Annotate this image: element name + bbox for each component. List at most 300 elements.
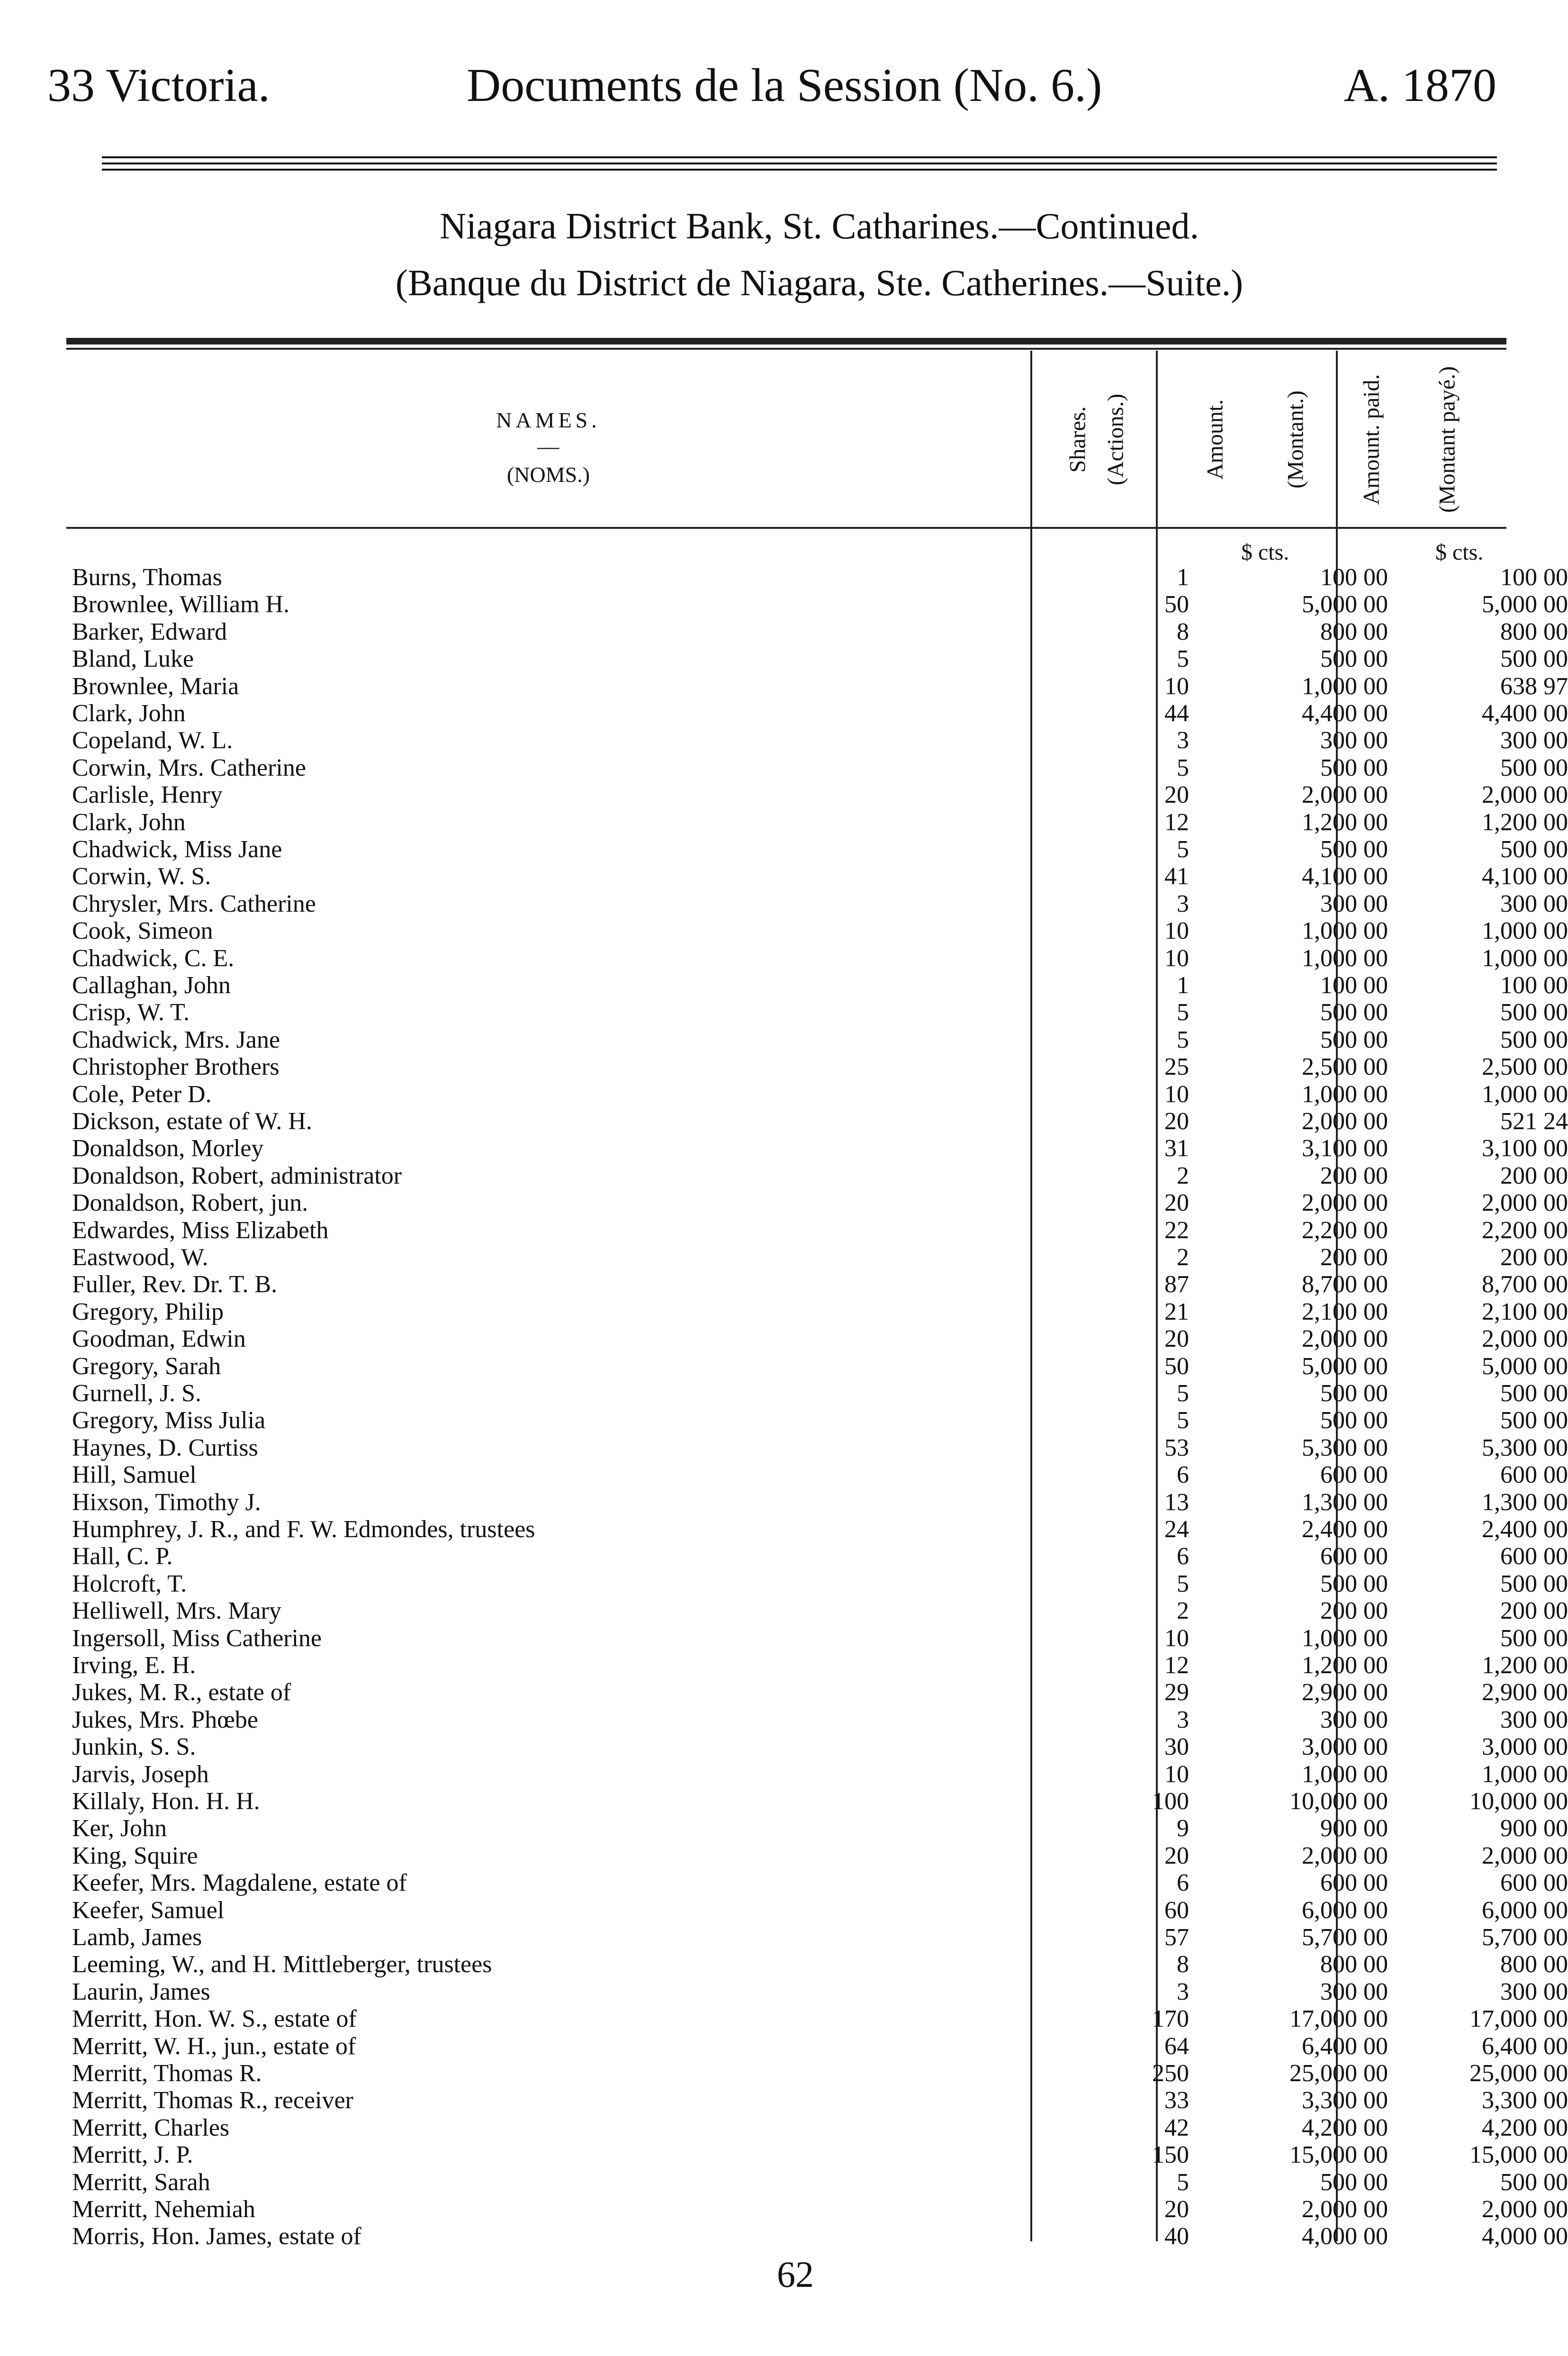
amount-paid-cell: 2,000 00 <box>1482 781 1568 809</box>
amount-cell: 3,000 00 <box>1302 1733 1388 1761</box>
amount-cell: 5,700 00 <box>1302 1924 1388 1951</box>
amount-paid-cell: 500 00 <box>1500 1624 1568 1652</box>
table-row <box>66 1869 1568 1897</box>
table-row <box>66 781 1568 809</box>
shares-cell: 3 <box>1177 1978 1189 2005</box>
shares-cell: 10 <box>1164 1080 1189 1108</box>
amount-paid-cell: 1,000 00 <box>1482 1760 1568 1788</box>
shareholder-name-cell <box>72 2196 1019 2223</box>
amount-cell: 500 00 <box>1320 1407 1388 1434</box>
shareholder-name: Merritt, W. H., jun., estate of <box>72 2033 359 2060</box>
amount-paid-cell: 1,200 00 <box>1482 808 1568 836</box>
leader-dots <box>72 1833 1019 1835</box>
leader-dots <box>72 1398 1019 1400</box>
amount-paid-cell: 5,300 00 <box>1482 1434 1568 1461</box>
shareholder-name: King, Squire <box>72 1842 201 1869</box>
shareholder-name-cell <box>72 917 1019 944</box>
amount-paid-cell: 2,000 00 <box>1482 1325 1568 1353</box>
shareholder-name: Eastwood, W. <box>72 1244 211 1271</box>
header-shares: Shares. <box>1065 406 1090 473</box>
shareholder-name-cell <box>72 1298 1019 1325</box>
shareholder-name: Donaldson, Robert, administrator <box>72 1162 405 1189</box>
shareholder-name: Merritt, Hon. W. S., estate of <box>72 2005 360 2032</box>
shares-cell: 29 <box>1164 1679 1189 1706</box>
shareholder-name-cell <box>72 1978 1019 2005</box>
amount-cell: 1,000 00 <box>1302 1624 1388 1652</box>
table-row <box>66 1488 1568 1516</box>
header-amount: Amount. <box>1202 399 1228 480</box>
shareholder-name: Corwin, W. S. <box>72 863 214 890</box>
amount-paid-cell: 200 00 <box>1500 1597 1568 1625</box>
shareholder-name: Gregory, Miss Julia <box>72 1407 268 1434</box>
shareholder-name-cell <box>72 700 1019 727</box>
shareholder-name: Jukes, Mrs. Phœbe <box>72 1706 261 1733</box>
shareholder-name-cell <box>72 1081 1019 1108</box>
shareholder-name-cell <box>72 1353 1019 1380</box>
shareholder-name-cell <box>72 890 1019 917</box>
shareholder-name: Merritt, Nehemiah <box>72 2196 258 2223</box>
amount-cell: 4,100 00 <box>1302 863 1388 890</box>
table-row <box>66 2141 1568 2169</box>
amount-paid-cell: 2,000 00 <box>1482 1189 1568 1217</box>
shares-cell: 150 <box>1152 2141 1189 2169</box>
shareholder-name-cell <box>72 1244 1019 1271</box>
table-row <box>66 1570 1568 1597</box>
shareholder-name: Goodman, Edwin <box>72 1325 249 1352</box>
shareholder-name: Donaldson, Morley <box>72 1135 266 1162</box>
header-names: NAMES. <box>496 408 601 432</box>
amount-cell: 1,000 00 <box>1302 1760 1388 1788</box>
amount-paid-cell: 500 00 <box>1500 1570 1568 1597</box>
shareholder-name: Clark, John <box>72 809 189 836</box>
amount-paid-cell: 4,000 00 <box>1482 2223 1568 2250</box>
shareholder-name-cell <box>72 564 1019 591</box>
amount-cell: 4,000 00 <box>1302 2223 1388 2250</box>
shareholder-name: Gregory, Sarah <box>72 1353 224 1380</box>
table-row <box>66 999 1568 1026</box>
amount-paid-cell: 2,400 00 <box>1482 1516 1568 1543</box>
leader-dots <box>72 1942 1019 1944</box>
shareholder-name-cell <box>72 2169 1019 2196</box>
shareholder-name-cell <box>72 863 1019 890</box>
shareholder-name: Brownlee, Maria <box>72 673 242 700</box>
table-row <box>66 1026 1568 1053</box>
shareholder-name: Burns, Thomas <box>72 564 225 591</box>
shares-cell: 5 <box>1177 836 1189 863</box>
shares-cell: 10 <box>1164 672 1189 700</box>
amount-cell: 2,000 00 <box>1302 1325 1388 1353</box>
amount-paid-cell: 500 00 <box>1500 836 1568 863</box>
shareholder-name: Callaghan, John <box>72 972 234 999</box>
shareholder-name-cell <box>72 1407 1019 1434</box>
shareholder-name-cell <box>72 1761 1019 1788</box>
shareholder-name-cell <box>72 2223 1019 2250</box>
shares-cell: 3 <box>1177 1706 1189 1733</box>
amount-cell: 5,000 00 <box>1302 1352 1388 1380</box>
table-row <box>66 1108 1568 1135</box>
table-row <box>66 1978 1568 2005</box>
shares-cell: 13 <box>1164 1488 1189 1516</box>
shares-cell: 21 <box>1164 1298 1189 1325</box>
shareholder-name-cell <box>72 1516 1019 1543</box>
shareholder-name: Edwardes, Miss Elizabeth <box>72 1217 332 1244</box>
table-row <box>66 1652 1568 1679</box>
table-row <box>66 618 1568 645</box>
shareholder-name-cell <box>72 591 1019 618</box>
shares-cell: 5 <box>1177 1407 1189 1434</box>
amount-cell: 4,200 00 <box>1302 2114 1388 2141</box>
unit-paid: $ cts. <box>1435 540 1484 565</box>
amount-paid-cell: 100 00 <box>1500 564 1568 591</box>
amount-cell: 25,000 00 <box>1289 2060 1388 2087</box>
header-names-fr: (NOMS.) <box>506 462 590 487</box>
amount-cell: 1,000 00 <box>1302 917 1388 945</box>
amount-paid-cell: 3,100 00 <box>1482 1135 1568 1162</box>
shareholder-name-cell <box>72 1733 1019 1760</box>
shareholder-name-cell <box>72 809 1019 836</box>
table-row <box>66 564 1568 591</box>
leader-dots <box>72 1262 1019 1264</box>
shares-cell: 8 <box>1177 1951 1189 1978</box>
shares-cell: 20 <box>1164 1842 1189 1869</box>
table-row <box>66 727 1568 754</box>
shareholder-name: Crisp, W. T. <box>72 999 192 1026</box>
shareholder-name: Dickson, estate of W. H. <box>72 1108 315 1135</box>
shares-cell: 20 <box>1164 1189 1189 1217</box>
shareholder-name-cell <box>72 1815 1019 1842</box>
shares-cell: 5 <box>1177 1026 1189 1053</box>
shareholder-name-cell <box>72 618 1019 645</box>
leader-dots <box>72 1670 1019 1672</box>
amount-paid-cell: 600 00 <box>1500 1543 1568 1570</box>
table-row <box>66 917 1568 945</box>
shareholder-name: Jarvis, Joseph <box>72 1761 212 1788</box>
shareholder-name: Copeland, W. L. <box>72 727 235 754</box>
shareholder-name: Merritt, J. P. <box>72 2141 196 2168</box>
amount-cell: 3,100 00 <box>1302 1135 1388 1162</box>
amount-paid-cell: 4,200 00 <box>1482 2114 1568 2141</box>
table-row <box>66 1516 1568 1543</box>
amount-paid-cell: 4,400 00 <box>1482 700 1568 727</box>
shareholder-name: Hill, Samuel <box>72 1461 199 1488</box>
amount-cell: 100 00 <box>1320 564 1388 591</box>
table-row <box>66 1271 1568 1298</box>
table-row <box>66 2060 1568 2087</box>
table-row <box>66 2223 1568 2250</box>
running-head-right: A. 1870 <box>1343 59 1496 111</box>
amount-cell: 300 00 <box>1320 890 1388 917</box>
shareholder-name: Cole, Peter D. <box>72 1081 215 1108</box>
shareholder-name-cell <box>72 1489 1019 1516</box>
amount-cell: 1,200 00 <box>1302 1652 1388 1679</box>
shareholder-name: Corwin, Mrs. Catherine <box>72 754 309 781</box>
amount-paid-cell: 2,100 00 <box>1482 1298 1568 1325</box>
table-row <box>66 863 1568 890</box>
table-row <box>66 1924 1568 1951</box>
amount-paid-cell: 8,700 00 <box>1482 1271 1568 1298</box>
amount-cell: 2,000 00 <box>1302 1189 1388 1217</box>
table-row <box>66 1706 1568 1733</box>
table-row <box>66 1788 1568 1815</box>
shareholder-name-cell <box>72 1461 1019 1488</box>
amount-cell: 500 00 <box>1320 836 1388 863</box>
shareholder-name: Leeming, W., and H. Mittleberger, trustees <box>72 1951 495 1978</box>
shares-cell: 25 <box>1164 1053 1189 1081</box>
amount-cell: 1,000 00 <box>1302 672 1388 700</box>
table-row <box>66 1162 1568 1189</box>
amount-paid-cell: 800 00 <box>1500 618 1568 645</box>
shareholder-name-cell <box>72 645 1019 672</box>
amount-cell: 1,000 00 <box>1302 944 1388 972</box>
table-row <box>66 1189 1568 1217</box>
shareholder-name: Gregory, Philip <box>72 1298 226 1325</box>
shareholder-name-cell <box>72 1788 1019 1815</box>
leader-dots <box>72 1589 1019 1591</box>
table-row <box>66 1053 1568 1081</box>
amount-paid-cell: 2,500 00 <box>1482 1053 1568 1081</box>
amount-cell: 600 00 <box>1320 1869 1388 1897</box>
shareholder-name: Donaldson, Robert, jun. <box>72 1189 311 1216</box>
amount-paid-cell: 2,000 00 <box>1482 1842 1568 1869</box>
shareholder-name-cell <box>72 1217 1019 1244</box>
shareholder-name-cell <box>72 1271 1019 1298</box>
shareholder-name-cell <box>72 754 1019 781</box>
table-row <box>66 1244 1568 1271</box>
shareholder-name-cell <box>72 945 1019 972</box>
table-row <box>66 2032 1568 2060</box>
shareholder-name-cell <box>72 2114 1019 2141</box>
table-row <box>66 1815 1568 1842</box>
shares-cell: 6 <box>1177 1461 1189 1489</box>
shares-cell: 10 <box>1164 917 1189 945</box>
table-row <box>66 1216 1568 1244</box>
shares-cell: 9 <box>1177 1815 1189 1842</box>
table-row <box>66 2087 1568 2114</box>
shareholder-name: Gurnell, J. S. <box>72 1380 204 1407</box>
shares-cell: 60 <box>1164 1896 1189 1924</box>
amount-cell: 5,000 00 <box>1302 591 1388 618</box>
amount-cell: 5,300 00 <box>1302 1434 1388 1461</box>
shares-cell: 3 <box>1177 727 1189 754</box>
table-row <box>66 1624 1568 1652</box>
shares-cell: 57 <box>1164 1924 1189 1951</box>
shares-cell: 5 <box>1177 2168 1189 2196</box>
amount-cell: 2,000 00 <box>1302 2196 1388 2223</box>
leader-dots <box>72 1480 1019 1482</box>
header-amount-fr: (Montant.) <box>1283 390 1308 489</box>
shares-cell: 2 <box>1177 1162 1189 1189</box>
amount-paid-cell: 25,000 00 <box>1469 2060 1568 2087</box>
amount-paid-cell: 500 00 <box>1500 999 1568 1026</box>
amount-paid-cell: 500 00 <box>1500 1380 1568 1407</box>
amount-cell: 100 00 <box>1320 972 1388 999</box>
shareholder-name: Cook, Simeon <box>72 917 216 944</box>
shares-cell: 5 <box>1177 1570 1189 1597</box>
amount-paid-cell: 17,000 00 <box>1469 2005 1568 2033</box>
rule-top-2 <box>102 163 1497 164</box>
shareholder-name-cell <box>72 1924 1019 1951</box>
table-row <box>66 1352 1568 1380</box>
shares-cell: 50 <box>1164 591 1189 618</box>
shareholder-name-cell <box>72 1026 1019 1053</box>
shareholder-name: Merritt, Thomas R., receiver <box>72 2087 356 2114</box>
table-row <box>66 808 1568 836</box>
amount-cell: 2,100 00 <box>1302 1298 1388 1325</box>
amount-paid-cell: 6,000 00 <box>1482 1896 1568 1924</box>
shareholder-name-cell <box>72 2087 1019 2114</box>
shareholder-name: Junkin, S. S. <box>72 1733 199 1760</box>
table-row <box>66 2005 1568 2033</box>
amount-paid-cell: 300 00 <box>1500 1978 1568 2005</box>
table-row <box>66 1434 1568 1461</box>
shareholder-name-cell <box>72 1543 1019 1570</box>
shares-cell: 10 <box>1164 1760 1189 1788</box>
shareholder-name: Humphrey, J. R., and F. W. Edmondes, trustees <box>72 1516 538 1543</box>
table-row <box>66 1461 1568 1489</box>
rule-top-3 <box>102 169 1497 171</box>
shares-cell: 1 <box>1177 972 1189 999</box>
leader-dots <box>72 718 1019 720</box>
amount-cell: 200 00 <box>1320 1244 1388 1271</box>
shareholder-name: Ingersoll, Miss Catherine <box>72 1625 324 1652</box>
table-row <box>66 1325 1568 1353</box>
amount-paid-cell: 2,200 00 <box>1482 1216 1568 1244</box>
shares-cell: 30 <box>1164 1733 1189 1761</box>
amount-cell: 15,000 00 <box>1289 2141 1388 2169</box>
table-row <box>66 1951 1568 1978</box>
shares-cell: 6 <box>1177 1869 1189 1897</box>
shareholder-name: Haynes, D. Curtiss <box>72 1434 261 1461</box>
amount-cell: 800 00 <box>1320 1951 1388 1978</box>
amount-paid-cell: 1,000 00 <box>1482 917 1568 945</box>
amount-cell: 500 00 <box>1320 1026 1388 1053</box>
leader-dots <box>72 1997 1019 1999</box>
rule-header-bottom <box>66 527 1506 529</box>
table-row <box>66 645 1568 673</box>
shares-cell: 22 <box>1164 1216 1189 1244</box>
amount-paid-cell: 10,000 00 <box>1469 1788 1568 1815</box>
shareholder-name: Helliwell, Mrs. Mary <box>72 1597 284 1624</box>
amount-cell: 500 00 <box>1320 2168 1388 2196</box>
table-title <box>0 205 1553 246</box>
amount-cell: 2,000 00 <box>1302 781 1388 809</box>
shares-cell: 33 <box>1164 2087 1189 2114</box>
shareholder-name-cell <box>72 1380 1019 1407</box>
shares-cell: 20 <box>1164 1108 1189 1135</box>
amount-cell: 1,000 00 <box>1302 1080 1388 1108</box>
table-row <box>66 2114 1568 2141</box>
shares-cell: 87 <box>1164 1271 1189 1298</box>
table-row <box>66 1543 1568 1570</box>
shareholder-name: Laurin, James <box>72 1978 213 2005</box>
shareholder-name-cell <box>72 999 1019 1026</box>
table-row <box>66 972 1568 999</box>
amount-cell: 2,500 00 <box>1302 1053 1388 1081</box>
amount-paid-cell: 500 00 <box>1500 1407 1568 1434</box>
amount-paid-cell: 900 00 <box>1500 1815 1568 1842</box>
page-number: 62 <box>777 2254 814 2295</box>
shareholder-name: Carlisle, Henry <box>72 781 225 808</box>
shares-cell: 6 <box>1177 1543 1189 1570</box>
shares-cell: 5 <box>1177 1380 1189 1407</box>
shares-cell: 3 <box>1177 890 1189 917</box>
amount-paid-cell: 100 00 <box>1500 972 1568 999</box>
table-row <box>66 1896 1568 1924</box>
shareholder-name: Jukes, M. R., estate of <box>72 1679 294 1706</box>
table-row <box>66 1679 1568 1706</box>
amount-paid-cell: 3,000 00 <box>1482 1733 1568 1761</box>
shareholder-name-cell <box>72 1135 1019 1162</box>
shareholder-name-cell <box>72 1570 1019 1597</box>
amount-paid-cell: 2,900 00 <box>1482 1679 1568 1706</box>
leader-dots <box>72 881 1019 883</box>
shareholder-name: Merritt, Charles <box>72 2114 232 2141</box>
shares-cell: 20 <box>1164 2196 1189 2223</box>
shareholder-name: Brownlee, William H. <box>72 591 292 618</box>
shares-cell: 8 <box>1177 618 1189 645</box>
rule-table-top <box>66 338 1506 344</box>
shareholder-name-cell <box>72 781 1019 808</box>
shareholder-name: Hall, C. P. <box>72 1543 175 1570</box>
shareholder-name: Morris, Hon. James, estate of <box>72 2223 364 2250</box>
shareholder-name-cell <box>72 1162 1019 1189</box>
header-paid-fr: (Montant payé.) <box>1434 366 1460 513</box>
shares-cell: 64 <box>1164 2032 1189 2060</box>
shareholder-name: Chadwick, Mrs. Jane <box>72 1026 283 1053</box>
shares-cell: 170 <box>1152 2005 1189 2033</box>
shares-cell: 100 <box>1152 1788 1189 1815</box>
amount-cell: 17,000 00 <box>1289 2005 1388 2033</box>
amount-cell: 2,000 00 <box>1302 1842 1388 1869</box>
amount-cell: 2,200 00 <box>1302 1216 1388 1244</box>
leader-dots <box>72 1752 1019 1754</box>
amount-cell: 800 00 <box>1320 618 1388 645</box>
table-row <box>66 1080 1568 1108</box>
table-row <box>66 1298 1568 1325</box>
amount-paid-cell: 5,700 00 <box>1482 1924 1568 1951</box>
shares-cell: 44 <box>1164 700 1189 727</box>
table-row <box>66 1597 1568 1625</box>
shareholder-name-cell <box>72 1189 1019 1216</box>
amount-paid-cell: 300 00 <box>1500 1706 1568 1733</box>
amount-paid-cell: 5,000 00 <box>1482 591 1568 618</box>
amount-paid-cell: 300 00 <box>1500 727 1568 754</box>
amount-cell: 1,200 00 <box>1302 808 1388 836</box>
table-row <box>66 1407 1568 1434</box>
shareholder-name: Lamb, James <box>72 1924 205 1951</box>
amount-paid-cell: 1,000 00 <box>1482 1080 1568 1108</box>
table-subtitle <box>0 264 1553 301</box>
amount-cell: 6,400 00 <box>1302 2032 1388 2060</box>
leader-dots <box>72 827 1019 829</box>
shareholder-name-cell <box>72 1053 1019 1080</box>
table-row <box>66 1733 1568 1761</box>
amount-paid-cell: 500 00 <box>1500 645 1568 673</box>
shareholder-name-cell <box>72 1706 1019 1733</box>
shareholder-name: Chadwick, C. E. <box>72 945 237 972</box>
table-row <box>66 591 1568 618</box>
shareholder-name-cell <box>72 2060 1019 2087</box>
table-row <box>66 672 1568 700</box>
table-subtitle-text: (Banque du District de Niagara, Ste. Catherines.—Suite.) <box>395 262 1244 303</box>
shareholder-name: Fuller, Rev. Dr. T. B. <box>72 1271 280 1298</box>
shareholder-name-cell <box>72 673 1019 700</box>
table-row <box>66 1842 1568 1869</box>
amount-paid-cell: 1,000 00 <box>1482 944 1568 972</box>
amount-paid-cell: 500 00 <box>1500 2168 1568 2196</box>
shareholder-name-cell <box>72 1869 1019 1896</box>
table-row <box>66 700 1568 727</box>
